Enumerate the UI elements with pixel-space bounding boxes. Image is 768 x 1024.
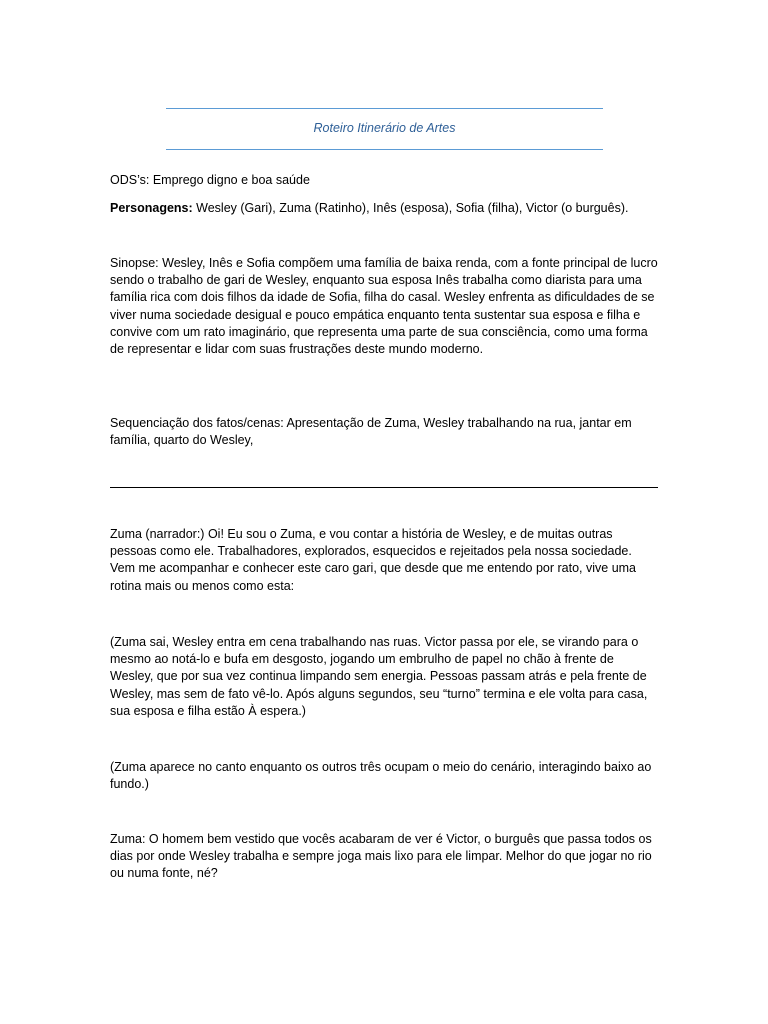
document-title: Roteiro Itinerário de Artes (313, 121, 456, 135)
characters-label: Personagens: (110, 201, 193, 215)
characters-line (110, 200, 658, 217)
title-bottom-rule (166, 149, 603, 150)
ods-line: ODS’s: Emprego digno e boa saúde (110, 173, 310, 187)
zuma-victor-paragraph: Zuma: O homem bem vestido que vocês acabaram de ver é Victor, o burguês que passa todos os dias por onde Wesley trabalha e sempre joga mais lixo para ele limpar. Melhor do que jogar no rio ou numa fonte, né? (110, 832, 652, 881)
title-top-rule (166, 108, 603, 109)
sequence-paragraph: Sequenciação dos fatos/cenas: Apresentação de Zuma, Wesley trabalhando na rua, jantar em família, quarto do Wesley, (110, 416, 632, 448)
zuma-intro-paragraph: Zuma (narrador:) Oi! Eu sou o Zuma, e vou contar a história de Wesley, e de muitas outras pessoas como ele. Trabalhadores, explorados, esquecidos e rejeitados pela nossa sociedade. Vem me acompanhar e conhecer este caro gari, que desde que me entendo por rato, vive uma rotina mais ou menos como esta: (110, 527, 637, 593)
stage-direction-2: (Zuma aparece no canto enquanto os outros três ocupam o meio do cenário, interagindo baixo ao fundo.) (110, 760, 652, 792)
section-divider (110, 487, 658, 488)
stage-direction-1: (Zuma sai, Wesley entra em cena trabalhando nas ruas. Victor passa por ele, se virando para o mesmo ao notá-lo e bufa em desgosto, jogando um embrulho de papel no chão à frente de Wesley, que por sua vez continua limpando sem energia. Pessoas passam atrás e pela frente de Wesley, mas sem de fato vê-lo. Após alguns segundos, seu “turno” termina e ele volta para casa, sua esposa e filha estão À espera.) (110, 635, 648, 718)
synopsis-paragraph: Sinopse: Wesley, Inês e Sofia compõem uma família de baixa renda, com a fonte principal de lucro sendo o trabalho de gari de Wesley, enquanto sua esposa Inês trabalha como diarista para uma família rica com dois filhos da idade de Sofia, filha do casal. Wesley enfrenta as dificuldades de se viver numa sociedade desigual e pouco empática enquanto tenta sustentar sua esposa e filha e convive com um rato imaginário, que representa uma parte de sua consciência, como uma forma de representar e lidar com suas frustrações deste mundo moderno. (110, 256, 658, 357)
characters-text: Wesley (Gari), Zuma (Ratinho), Inês (esposa), Sofia (filha), Victor (o burguês). (192, 201, 629, 215)
